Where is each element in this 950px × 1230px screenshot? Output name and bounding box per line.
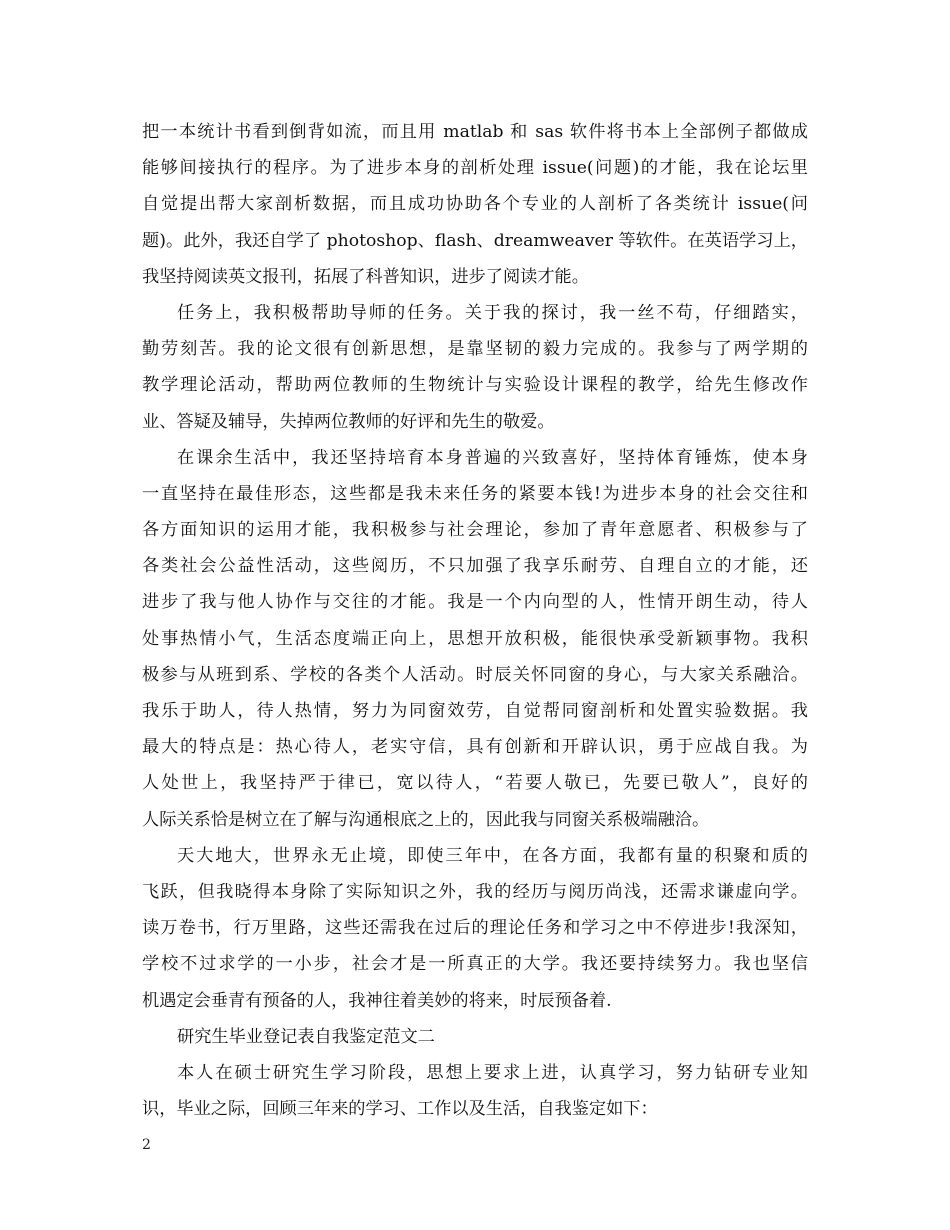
document-body bbox=[142, 114, 808, 1127]
text-line: 我乐于助人，待人热情，努力为同窗效劳，自觉帮同窗剖析和处置实验数据。我 bbox=[142, 701, 808, 721]
section-heading: 研究生毕业登记表自我鉴定范文二 bbox=[177, 1026, 435, 1047]
text-line: 机遇定会垂青有预备的人，我神往着美妙的将来，时辰预备着. bbox=[142, 990, 612, 1011]
text-line: 飞跃，但我晓得本身除了实际知识之外，我的经历与阅历尚浅，还需求谦虚向学。 bbox=[142, 881, 808, 902]
text-line: 业、答疑及辅导，失掉两位教师的好评和先生的敬爱。 bbox=[142, 411, 555, 432]
text-line: 把一本统计书看到倒背如流，而且用 matlab 和 sas 软件将书本上全部例子都做成 bbox=[142, 122, 808, 142]
text-line: 读万卷书，行万里路，这些还需我在过后的理论任务和学习之中不停进步!我深知， bbox=[142, 918, 808, 939]
text-line: 处事热情小气，生活态度端正向上，思想开放积极，能很快承受新颖事物。我积 bbox=[142, 628, 808, 649]
text-line: 题)。此外，我还自学了 photoshop、flash、dreamweaver 等软件。在英语学习上， bbox=[142, 230, 808, 251]
text-line: 人处世上，我坚持严于律已，宽以待人，“若要人敬已，先要已敬人”，良好的 bbox=[142, 773, 808, 794]
text-line: 识，毕业之际，回顾三年来的学习、工作以及生活，自我鉴定如下： bbox=[142, 1099, 658, 1120]
paragraph-first-line: 在课余生活中，我还坚持培育本身普遍的兴致喜好，坚持体育锤炼，使本身 bbox=[177, 447, 808, 468]
paragraph-first-line: 本人在硕士研究生学习阶段，思想上要求上进，认真学习，努力钻研专业知 bbox=[177, 1062, 808, 1083]
text-line: 一直坚持在最佳形态，这些都是我未来任务的紧要本钱!为进步本身的社会交往和 bbox=[142, 483, 808, 504]
text-line: 学校不过求学的一小步，社会才是一所真正的大学。我还要持续努力。我也坚信 bbox=[142, 954, 808, 975]
text-line: 最大的特点是：热心待人，老实守信，具有创新和开辟认识，勇于应战自我。为 bbox=[142, 737, 808, 758]
paragraph-first-line: 任务上，我积极帮助导师的任务。关于我的探讨，我一丝不苟，仔细踏实， bbox=[177, 302, 808, 323]
text-line: 自觉提出帮大家剖析数据，而且成功协助各个专业的人剖析了各类统计 issue(问 bbox=[142, 194, 808, 215]
page-number: 2 bbox=[142, 1137, 151, 1153]
paragraph-first-line: 天大地大，世界永无止境，即使三年中，在各方面，我都有量的积聚和质的 bbox=[177, 845, 808, 866]
text-line: 教学理论活动，帮助两位教师的生物统计与实验设计课程的教学，给先生修改作 bbox=[142, 375, 808, 396]
text-line: 我坚持阅读英文报刊，拓展了科普知识，进步了阅读才能。 bbox=[142, 266, 589, 287]
text-line: 各方面知识的运用才能，我积极参与社会理论，参加了青年意愿者、积极参与了 bbox=[142, 520, 808, 541]
text-line: 进步了我与他人协作与交往的才能。我是一个内向型的人，性情开朗生动，待人 bbox=[142, 592, 808, 613]
text-line: 勤劳刻苦。我的论文很有创新思想，是靠坚韧的毅力完成的。我参与了两学期的 bbox=[142, 339, 808, 360]
text-line: 能够间接执行的程序。为了进步本身的剖析处理 issue(问题)的才能，我在论坛里 bbox=[142, 158, 808, 179]
text-line: 极参与从班到系、学校的各类个人活动。时辰关怀同窗的身心，与大家关系融洽。 bbox=[142, 664, 808, 685]
text-line: 人际关系恰是树立在了解与沟通根底之上的，因此我与同窗关系极端融洽。 bbox=[142, 809, 710, 830]
text-line: 各类社会公益性活动，这些阅历，不只加强了我享乐耐劳、自理自立的才能，还 bbox=[142, 556, 808, 577]
